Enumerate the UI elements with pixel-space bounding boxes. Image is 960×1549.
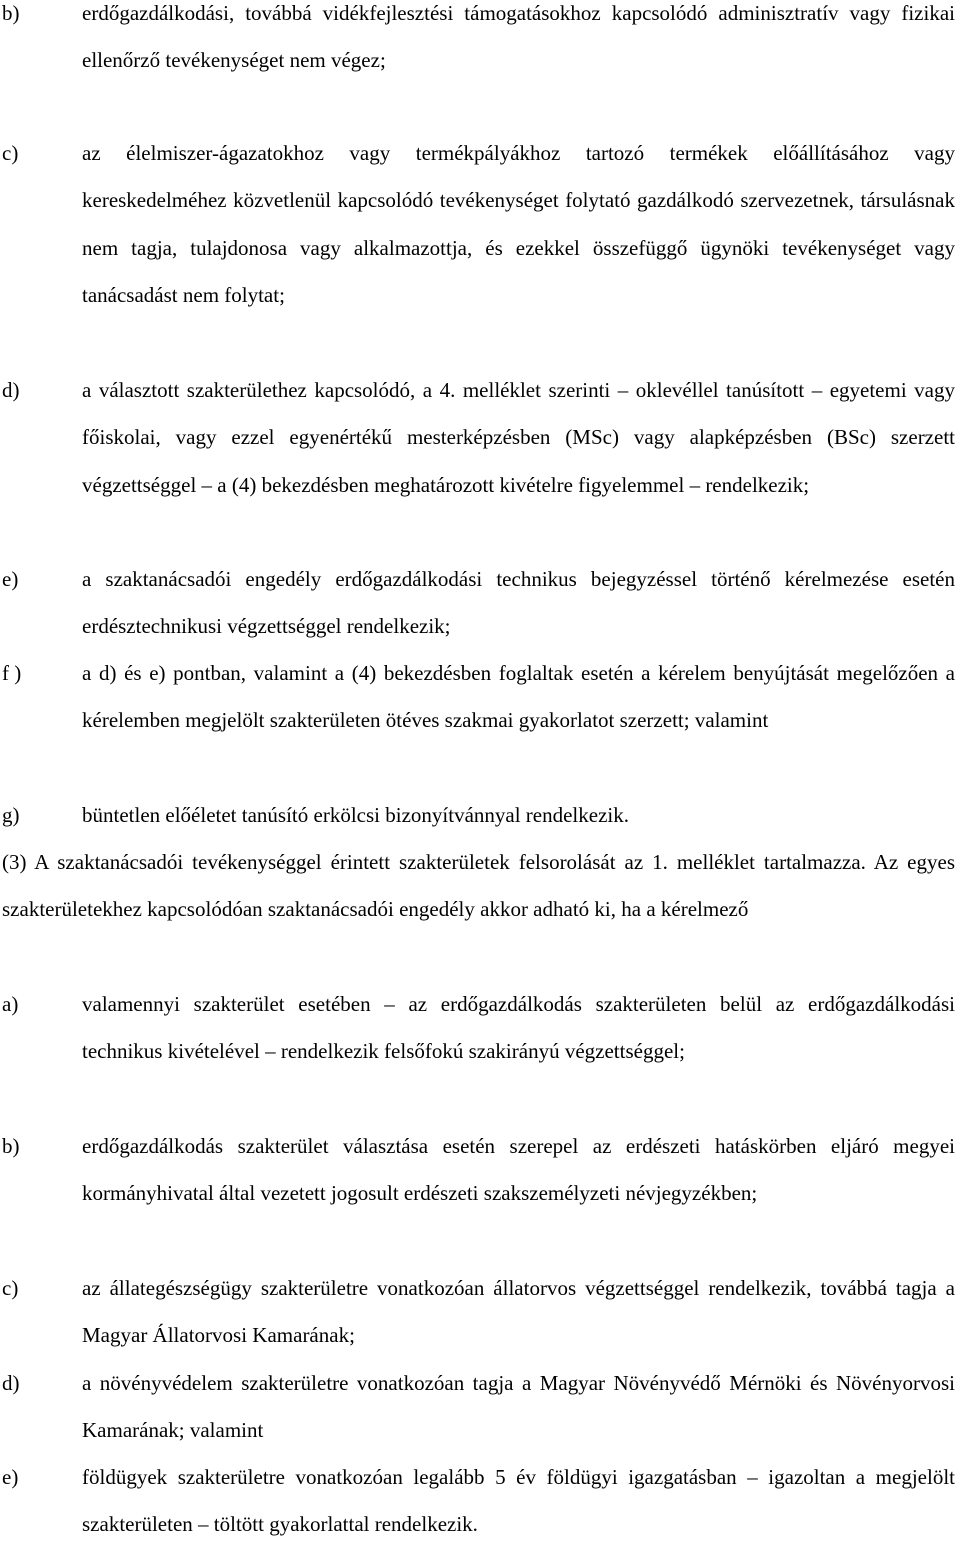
list-item-text: erdőgazdálkodás szakterület választása esetén szerepel az erdészeti hatáskörben eljáró megyei kormányhivatal által vezetett jogosult erdészeti szakszemélyzeti névjegyzékben; [82, 1134, 955, 1206]
list-item-letter: a) [2, 992, 19, 1016]
list-item-letter: c) [2, 1276, 19, 1300]
list-item-text: az állategészségügy szakterületre vonatkozóan állatorvos végzettséggel rendelkezik, továbbá tagja a Magyar Állatorvosi Kamarának; [82, 1276, 955, 1348]
list-item-letter: f ) [2, 661, 22, 685]
list-item-text: büntetlen előéletet tanúsító erkölcsi bizonyítvánnyal rendelkezik. [82, 803, 629, 827]
list-item-letter: d) [2, 378, 20, 402]
list-item-text: a szaktanácsadói engedély erdőgazdálkodási technikus bejegyzéssel történő kérelmezése esetén erdésztechnikusi végzettséggel rendelkezik; [82, 567, 955, 639]
list-item-letter: b) [2, 1134, 20, 1158]
list-item-letter: e) [2, 567, 19, 591]
list-item-letter: g) [2, 803, 20, 827]
paragraph-3: (3) A szaktanácsadói tevékenységgel érintett szakterületek felsorolását az 1. melléklet tartalmazza. Az egyes szakterületekhez kapcsolódóan szaktanácsadói engedély akkor adható ki, ha a kérelmező [2, 850, 955, 922]
list-item-text: az élelmiszer-ágazatokhoz vagy termékpályákhoz tartozó termékek előállításához vagy kereskedelméhez közvetlenül kapcsolódó tevékenységet folytató gazdálkodó szervezetnek, társulásnak nem tagja, tulajdonosa vagy alkalmazottja, és ezekkel összefüggő ügynöki tevékenységet vagy tanácsadást nem folytat; [82, 141, 955, 307]
list-item-text: a növényvédelem szakterületre vonatkozóan tagja a Magyar Növényvédő Mérnöki és Növényorvosi Kamarának; valamint [82, 1371, 955, 1443]
list-item-letter: d) [2, 1371, 20, 1395]
list-item-text: a d) és e) pontban, valamint a (4) bekezdésben foglaltak esetén a kérelem benyújtását megelőzően a kérelemben megjelölt szakterületen ötéves szakmai gyakorlatot szerzett; valamint [82, 661, 955, 733]
list-item-letter: b) [2, 1, 20, 25]
list-item-text: valamennyi szakterület esetében – az erdőgazdálkodás szakterületen belül az erdőgazdálkodási technikus kivételével – rendelkezik felsőfokú szakirányú végzettséggel; [82, 992, 955, 1064]
list-item-text: földügyek szakterületre vonatkozóan legalább 5 év földügyi igazgatásban – igazoltan a megjelölt szakterületen – töltött gyakorlattal rendelkezik. [82, 1465, 955, 1537]
list-item-text: erdőgazdálkodási, továbbá vidékfejlesztési támogatásokhoz kapcsolódó adminisztratív vagy fizikai ellenőrző tevékenységet nem végez; [82, 1, 955, 73]
list-item-text: a választott szakterülethez kapcsolódó, a 4. melléklet szerinti – oklevéllel tanúsított – egyetemi vagy főiskolai, vagy ezzel egyenértékű mesterképzésben (MSc) vagy alapképzésben (BSc) szerzett végzettséggel – a (4) bekezdésben meghatározott kivételre figyelemmel – rendelkezik; [82, 378, 955, 497]
list-item-letter: e) [2, 1465, 19, 1489]
list-item-letter: c) [2, 141, 19, 165]
